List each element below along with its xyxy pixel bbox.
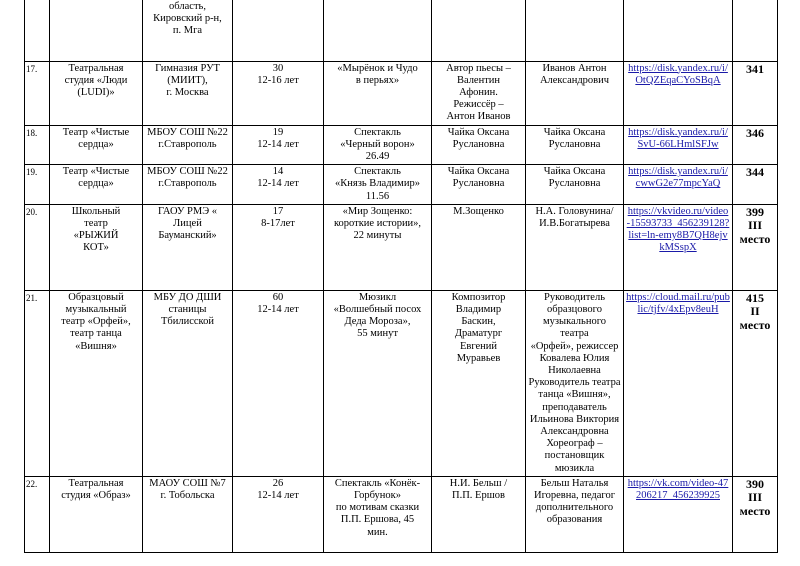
video-link[interactable]: https://vk.com/video-47206217_456239925 — [627, 477, 729, 501]
cell-institution: ГАОУ РМЭ « Лицей Бауманский» — [143, 204, 233, 290]
cell-group: Школьный театр «РЫЖИЙ КОТ» — [50, 204, 143, 290]
video-link[interactable]: https://cloud.mail.ru/public/tjfv/4xEpv8euH — [626, 291, 730, 315]
cell-group: Образцовый музыкальный театр «Орфей», театр танца «Вишня» — [50, 290, 143, 476]
cell-work: Спектакль «Конёк- Горбунок» по мотивам сказки П.П. Ершова, 45 мин. — [324, 476, 432, 552]
cell-score — [733, 125, 778, 165]
row-number: 19. — [25, 165, 50, 205]
cell-institution: МБОУ СОШ №22 г.Ставрополь — [143, 125, 233, 165]
cell-group: Театр «Чистые сердца» — [50, 165, 143, 205]
cell-leader: Чайка Оксана Руслановна — [526, 165, 624, 205]
cell-work: Спектакль «Черный ворон» 26.49 — [324, 125, 432, 165]
cell-work: «Мир Зощенко: короткие истории», 22 минуты — [324, 204, 432, 290]
cell-participants: 19 12-14 лет — [233, 125, 324, 165]
score-value: 415 — [746, 290, 764, 305]
cell-participants: 14 12-14 лет — [233, 165, 324, 205]
score-value: 399 — [746, 204, 764, 219]
cell-score — [733, 476, 778, 552]
cell-author: Автор пьесы – Валентин Афонин. Режиссёр – Антон Иванов — [432, 61, 526, 125]
cell-link — [624, 204, 733, 290]
row-number: 21. — [25, 290, 50, 476]
cell-work — [324, 0, 432, 61]
cell-leader — [526, 0, 624, 61]
cell-group: Театральная студия «Образ» — [50, 476, 143, 552]
cell-author: Н.И. Бельш / П.П. Ершов — [432, 476, 526, 552]
row-number: 18. — [25, 125, 50, 165]
cell-institution: МБОУ СОШ №22 г.Ставрополь — [143, 165, 233, 205]
cell-participants: 26 12-14 лет — [233, 476, 324, 552]
table-row — [25, 165, 778, 205]
row-number: 17. — [25, 61, 50, 125]
cell-link — [624, 0, 733, 61]
cell-score — [733, 165, 778, 205]
cell-institution: МБУ ДО ДШИ станицы Тбилисской — [143, 290, 233, 476]
place-label: III место — [739, 218, 771, 246]
cell-score — [733, 61, 778, 125]
cell-link — [624, 290, 733, 476]
cell-leader: Н.А. Головунина/ И.В.Богатырева — [526, 204, 624, 290]
row-number: 22. — [25, 476, 50, 552]
video-link[interactable]: https://disk.yandex.ru/i/SvU-66LHmlSFJw — [628, 126, 728, 150]
results-table — [24, 0, 778, 553]
cell-work: Мюзикл «Волшебный посох Деда Мороза», 55 минут — [324, 290, 432, 476]
cell-group — [50, 0, 143, 61]
place-label: II место — [739, 304, 771, 332]
cell-participants: 30 12-16 лет — [233, 61, 324, 125]
cell-author: Чайка Оксана Руслановна — [432, 165, 526, 205]
cell-institution: МАОУ СОШ №7 г. Тобольска — [143, 476, 233, 552]
cell-work: Спектакль «Князь Владимир» 11.56 — [324, 165, 432, 205]
cell-leader: Иванов Антон Александрович — [526, 61, 624, 125]
table-row — [25, 290, 778, 476]
table-row — [25, 125, 778, 165]
cell-link — [624, 165, 733, 205]
score-value: 344 — [746, 165, 764, 180]
cell-author: Чайка Оксана Руслановна — [432, 125, 526, 165]
table-row — [25, 204, 778, 290]
score-value: 346 — [746, 125, 764, 140]
cell-participants: 60 12-14 лет — [233, 290, 324, 476]
cell-institution: область, Кировский р-н, п. Мга — [143, 0, 233, 61]
cell-link — [624, 476, 733, 552]
cell-leader: Чайка Оксана Руслановна — [526, 125, 624, 165]
table-row — [25, 476, 778, 552]
table-row-continuation — [25, 0, 778, 61]
video-link[interactable]: https://disk.yandex.ru/i/cwwG2e77mpcYaQ — [628, 166, 728, 190]
table-row — [25, 61, 778, 125]
cell-leader: Бельш Наталья Игоревна, педагог дополнительного образования — [526, 476, 624, 552]
score-value: 341 — [746, 61, 764, 76]
cell-group: Театральная студия «Люди (LUDI)» — [50, 61, 143, 125]
cell-author: М.Зощенко — [432, 204, 526, 290]
video-link[interactable]: https://disk.yandex.ru/i/OtQZEqaCYoSBqA — [628, 62, 728, 86]
cell-link — [624, 125, 733, 165]
score-value: 390 — [746, 476, 764, 491]
cell-leader: Руководитель образцового музыкального театра «Орфей», режиссер Ковалева Юлия Николаевна Руководитель театра танца «Вишня», преподаватель Ильинова Виктория Александровна Хореограф – постановщик мюзикла — [526, 290, 624, 476]
cell-score — [733, 204, 778, 290]
video-link[interactable]: https://vkvideo.ru/video-15593733_456239128?list=ln-emy8B7QH8ejvkMSspX — [626, 205, 730, 254]
cell-work: «Мырёнок и Чудо в перьях» — [324, 61, 432, 125]
cell-participants: 17 8-17лет — [233, 204, 324, 290]
cell-num — [25, 0, 50, 61]
cell-author — [432, 0, 526, 61]
cell-link — [624, 61, 733, 125]
cell-participants — [233, 0, 324, 61]
cell-score — [733, 0, 778, 61]
place-label: III место — [739, 490, 771, 518]
cell-score — [733, 290, 778, 476]
row-number: 20. — [25, 204, 50, 290]
cell-author: Композитор Владимир Баскин, Драматург Евгений Муравьев — [432, 290, 526, 476]
cell-institution: Гимназия РУТ (МИИТ), г. Москва — [143, 61, 233, 125]
cell-group: Театр «Чистые сердца» — [50, 125, 143, 165]
